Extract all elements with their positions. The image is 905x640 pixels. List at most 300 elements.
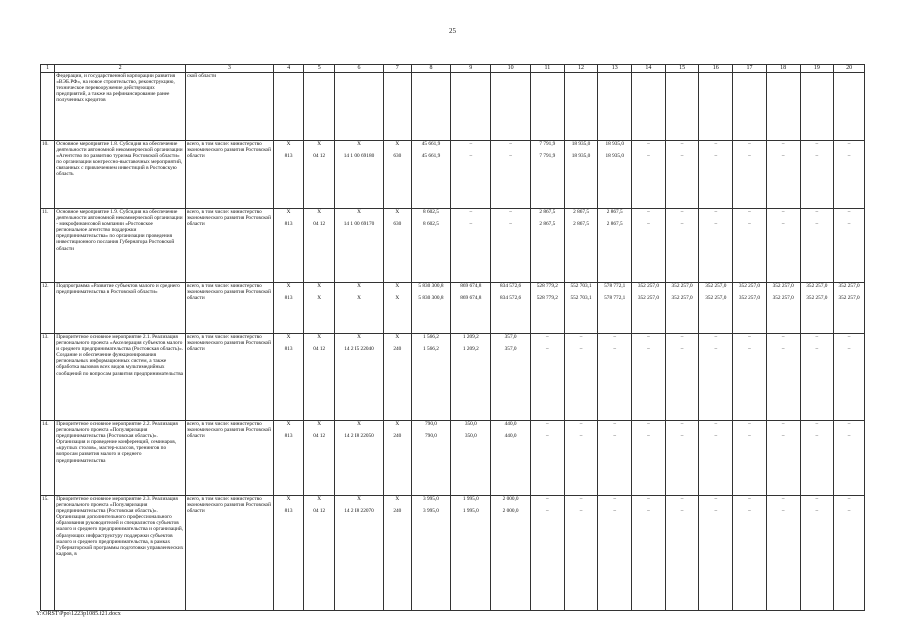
executor: всего, в том числе: министерство экономического развития Ростовской области xyxy=(185,283,273,334)
value-cell xyxy=(384,334,412,421)
executor-value: 552 703,1 xyxy=(570,295,592,302)
executor-value: 578 772,1 xyxy=(604,295,626,302)
value-cell xyxy=(665,421,699,496)
value-cell xyxy=(632,141,666,209)
total-value: – xyxy=(847,496,851,502)
value-cell xyxy=(273,421,304,496)
value-cell xyxy=(273,496,304,611)
executor-value: 528 779,2 xyxy=(536,295,558,302)
executor: всего, в том числе: министерство экономического развития Ростовской области xyxy=(185,141,273,209)
total-value: X xyxy=(286,334,291,340)
total-value: – xyxy=(680,421,684,427)
total-value: – xyxy=(748,209,751,215)
total-value: – xyxy=(647,496,650,502)
value-cell xyxy=(564,209,598,283)
total-value: X xyxy=(395,421,400,427)
total-value: 352 257,0 xyxy=(637,283,660,289)
executor-value: X xyxy=(395,295,400,302)
executor-value: 813 xyxy=(284,508,293,515)
row-number: 12. xyxy=(41,283,55,334)
value-cell xyxy=(411,496,451,611)
value-cell xyxy=(531,209,565,283)
executor-value: 352 257,0 xyxy=(738,295,761,302)
column-number: 16 xyxy=(699,65,733,73)
total-value: – xyxy=(469,209,473,215)
row-number: 10. xyxy=(41,141,55,209)
executor-value: 14 2 I5 22040 xyxy=(344,346,374,353)
value-cell xyxy=(598,421,632,496)
executor-value: – xyxy=(714,433,718,440)
value-cell xyxy=(665,141,699,209)
executor-value: – xyxy=(647,346,650,353)
row-number: 14. xyxy=(41,421,55,496)
value-cell xyxy=(733,283,767,334)
executor-value: 630 xyxy=(393,221,402,228)
executor-value: 2 867,5 xyxy=(606,221,623,228)
total-value: – xyxy=(815,209,819,215)
executor-value: – xyxy=(647,221,650,228)
total-value: – xyxy=(546,334,549,340)
value-cell xyxy=(834,73,865,141)
value-cell xyxy=(834,496,865,611)
total-value: – xyxy=(781,209,785,215)
total-value: 357,0 xyxy=(504,334,517,340)
total-value: – xyxy=(647,209,650,215)
executor-value: – xyxy=(647,508,650,515)
total-value: 18 935,0 xyxy=(605,141,624,147)
value-cell xyxy=(411,421,451,496)
value-cell xyxy=(531,421,565,496)
value-cell xyxy=(699,421,733,496)
value-cell xyxy=(384,496,412,611)
value-cell xyxy=(598,334,632,421)
executor: всего, в том числе: министерство экономического развития Ростовской области xyxy=(185,209,273,283)
value-cell xyxy=(273,73,304,141)
executor-value: 813 xyxy=(284,433,293,440)
total-value: – xyxy=(469,141,473,147)
table-row xyxy=(41,334,865,421)
value-cell xyxy=(632,209,666,283)
total-value: 1 566,2 xyxy=(423,334,439,340)
executor-value: 2 000,0 xyxy=(502,508,519,515)
executor-value: 14 2 I8 22070 xyxy=(344,508,374,515)
total-value: – xyxy=(714,209,718,215)
table-body xyxy=(41,65,865,611)
executor-value: – xyxy=(748,153,751,160)
total-value: 578 772,1 xyxy=(604,283,626,289)
total-value: 552 703,1 xyxy=(570,283,592,289)
value-cell xyxy=(491,421,531,496)
total-value: X xyxy=(286,283,291,289)
value-cell xyxy=(491,334,531,421)
total-value: X xyxy=(357,334,361,340)
executor-value: 04 12 xyxy=(313,153,326,160)
total-value: – xyxy=(680,496,684,502)
value-cell xyxy=(733,421,767,496)
value-cell xyxy=(384,141,412,209)
table-row xyxy=(41,73,865,141)
total-value: – xyxy=(509,141,512,147)
executor-value: – xyxy=(714,346,718,353)
total-value: – xyxy=(680,209,684,215)
executor-value: – xyxy=(815,346,819,353)
total-value: 2 867,5 xyxy=(606,209,623,215)
column-number: 7 xyxy=(384,65,412,73)
total-value: X xyxy=(395,283,400,289)
value-cell xyxy=(800,141,834,209)
value-cell xyxy=(632,496,666,611)
value-cell xyxy=(632,334,666,421)
value-cell xyxy=(273,209,304,283)
column-number: 4 xyxy=(273,65,304,73)
executor-value: – xyxy=(647,433,650,440)
executor-value: – xyxy=(680,153,684,160)
value-cell xyxy=(766,496,800,611)
total-value: – xyxy=(546,496,549,502)
total-value: – xyxy=(815,421,819,427)
value-cell xyxy=(304,73,335,141)
total-value: 3 995,0 xyxy=(423,496,439,502)
value-cell xyxy=(598,141,632,209)
total-value: 7 791,9 xyxy=(539,141,556,147)
executor-value: 813 xyxy=(284,153,293,160)
executor-value: 14 2 I8 22050 xyxy=(344,433,374,440)
table-row xyxy=(41,421,865,496)
total-value: – xyxy=(781,141,785,147)
value-cell xyxy=(598,209,632,283)
total-value: – xyxy=(748,334,751,340)
value-cell xyxy=(766,334,800,421)
total-value: – xyxy=(815,496,819,502)
executor-value: 18 935,0 xyxy=(571,153,591,160)
executor-value: – xyxy=(680,433,684,440)
executor-value: – xyxy=(748,221,751,228)
measure-name: Приоритетное основное мероприятие 2.2. Реализация регионального проекта «Популяризация предпринимательства (Ростовская область)». Организация и проведение конференций, семинаров, «круглых столов», мастер-классов, тренингов по вопросам развития малого и среднего предпринимательства xyxy=(55,421,186,496)
total-value: – xyxy=(680,141,684,147)
executor-value: – xyxy=(847,508,851,515)
value-cell xyxy=(564,283,598,334)
executor-value: 630 xyxy=(393,153,402,160)
value-cell xyxy=(451,496,491,611)
total-value: 528 779,2 xyxy=(536,283,558,289)
executor-value: 813 xyxy=(284,346,293,353)
value-cell xyxy=(699,334,733,421)
value-cell xyxy=(665,209,699,283)
total-value: 350,0 xyxy=(464,421,477,427)
executor-value: – xyxy=(815,433,819,440)
value-cell xyxy=(766,421,800,496)
value-cell xyxy=(699,283,733,334)
executor: всего, в том числе: министерство экономического развития Ростовской области xyxy=(185,421,273,496)
column-number: 15 xyxy=(665,65,699,73)
total-value: 352 257,0 xyxy=(806,283,828,289)
value-cell xyxy=(335,496,384,611)
table-row xyxy=(41,496,865,611)
executor-value: 352 257,0 xyxy=(637,295,660,302)
value-cell xyxy=(451,421,491,496)
executor-value: 352 257,0 xyxy=(838,295,860,302)
executor-value: 18 935,0 xyxy=(605,153,624,160)
value-cell xyxy=(665,496,699,611)
executor-value: 813 xyxy=(284,221,293,228)
table-row xyxy=(41,141,865,209)
executor-value: 3 995,0 xyxy=(423,508,439,515)
total-value: 1 209,2 xyxy=(462,334,479,340)
value-cell xyxy=(766,73,800,141)
executor-value: – xyxy=(781,346,785,353)
value-cell xyxy=(411,283,451,334)
row-number: 11. xyxy=(41,209,55,283)
value-cell xyxy=(733,141,767,209)
column-number: 18 xyxy=(766,65,800,73)
column-number: 9 xyxy=(451,65,491,73)
executor-value: – xyxy=(714,508,718,515)
executor-value: – xyxy=(509,153,512,160)
executor-value: – xyxy=(781,508,785,515)
value-cell xyxy=(451,73,491,141)
value-cell xyxy=(632,73,666,141)
executor-value: – xyxy=(613,346,617,353)
total-value: – xyxy=(613,334,617,340)
total-value: – xyxy=(647,334,650,340)
executor: всего, в том числе: министерство экономического развития Ростовской области xyxy=(185,496,273,611)
row-number xyxy=(41,73,55,141)
value-cell xyxy=(451,209,491,283)
total-value: 1 995,0 xyxy=(462,496,479,502)
column-number: 13 xyxy=(598,65,632,73)
executor-value: – xyxy=(680,221,684,228)
executor-value: 7 791,9 xyxy=(539,153,556,160)
value-cell xyxy=(564,421,598,496)
value-cell xyxy=(491,496,531,611)
total-value: 352 257,0 xyxy=(838,283,860,289)
executor-value: – xyxy=(815,153,819,160)
total-value: – xyxy=(748,496,751,502)
value-cell xyxy=(665,334,699,421)
value-cell xyxy=(632,283,666,334)
total-value: X xyxy=(357,496,361,502)
executor-value: – xyxy=(613,433,617,440)
value-cell xyxy=(564,334,598,421)
executor-value: – xyxy=(748,508,751,515)
executor-value: 14 1 00 69170 xyxy=(343,221,375,228)
executor-value: 440,0 xyxy=(504,433,517,440)
value-cell xyxy=(451,141,491,209)
total-value: – xyxy=(546,421,549,427)
executor-value: – xyxy=(469,153,473,160)
total-value: 45 661,9 xyxy=(421,141,441,147)
total-value: – xyxy=(847,421,851,427)
total-value: X xyxy=(286,141,291,147)
total-value: – xyxy=(748,421,751,427)
total-value: – xyxy=(579,334,583,340)
executor-value: – xyxy=(847,346,851,353)
executor-value: – xyxy=(680,346,684,353)
column-number: 6 xyxy=(335,65,384,73)
column-number: 17 xyxy=(733,65,767,73)
executor-value: – xyxy=(815,508,819,515)
total-value: X xyxy=(286,209,291,215)
total-value: 352 257,0 xyxy=(738,283,761,289)
executor-value: 5 830 300,8 xyxy=(418,295,444,302)
value-cell xyxy=(335,334,384,421)
total-value: X xyxy=(357,141,361,147)
executor-value: 14 1 00 69180 xyxy=(343,153,375,160)
value-cell xyxy=(665,73,699,141)
value-cell xyxy=(834,421,865,496)
total-value: – xyxy=(847,209,851,215)
total-value: – xyxy=(781,496,785,502)
total-value: X xyxy=(317,496,322,502)
column-number: 12 xyxy=(564,65,598,73)
executor-value: 2 867,5 xyxy=(539,221,556,228)
value-cell xyxy=(304,496,335,611)
value-cell xyxy=(531,141,565,209)
value-cell xyxy=(411,73,451,141)
value-cell xyxy=(335,141,384,209)
executor-value: 357,0 xyxy=(504,346,517,353)
total-value: – xyxy=(714,496,718,502)
total-value: X xyxy=(357,209,361,215)
total-value: – xyxy=(815,334,819,340)
total-value: 8 602,5 xyxy=(423,209,439,215)
value-cell xyxy=(304,283,335,334)
value-cell xyxy=(834,283,865,334)
value-cell xyxy=(564,73,598,141)
table-row xyxy=(41,209,865,283)
total-value: – xyxy=(815,141,819,147)
value-cell xyxy=(699,209,733,283)
total-value: 834 572,6 xyxy=(500,283,522,289)
executor: ской области xyxy=(185,73,273,141)
executor-value: 813 xyxy=(284,295,293,302)
executor-value: 04 12 xyxy=(313,433,326,440)
value-cell xyxy=(733,334,767,421)
executor-value: 8 602,5 xyxy=(423,221,439,228)
value-cell xyxy=(531,283,565,334)
value-cell xyxy=(273,141,304,209)
executor-value: 04 12 xyxy=(313,221,326,228)
value-cell xyxy=(491,209,531,283)
value-cell xyxy=(304,141,335,209)
value-cell xyxy=(598,73,632,141)
total-value: – xyxy=(613,496,617,502)
executor-value: 834 572,6 xyxy=(500,295,522,302)
value-cell xyxy=(273,283,304,334)
value-cell xyxy=(598,283,632,334)
value-cell xyxy=(699,141,733,209)
total-value: 2 000,0 xyxy=(502,496,519,502)
column-number: 11 xyxy=(531,65,565,73)
value-cell xyxy=(733,496,767,611)
value-cell xyxy=(800,73,834,141)
value-cell xyxy=(766,141,800,209)
executor-value: – xyxy=(647,153,650,160)
total-value: – xyxy=(680,334,684,340)
total-value: 440,0 xyxy=(504,421,517,427)
executor-value: 352 257,0 xyxy=(772,295,794,302)
total-value: 352 257,0 xyxy=(772,283,794,289)
executor-value: 1 995,0 xyxy=(462,508,479,515)
value-cell xyxy=(384,73,412,141)
executor-value: 240 xyxy=(393,346,402,353)
executor-value: – xyxy=(546,346,549,353)
value-cell xyxy=(304,421,335,496)
total-value: 352 257,0 xyxy=(705,283,727,289)
value-cell xyxy=(834,141,865,209)
value-cell xyxy=(491,283,531,334)
column-number: 8 xyxy=(411,65,451,73)
executor-value: 04 12 xyxy=(313,346,326,353)
executor-value: – xyxy=(748,433,751,440)
total-value: – xyxy=(579,421,583,427)
column-number: 5 xyxy=(304,65,335,73)
measure-name: Приоритетное основное мероприятие 2.3. Реализация регионального проекта «Популяризация предпринимательства (Ростовская область)». Организация дополнительного профессионального образования руководителей и специалистов субъектов малого и среднего предпринимательства и организаций, образующих инфраструктуру поддержки субъектов малого и среднего предпринимательства, в рамках Губернаторской программы подготовки управленческих кадров, в xyxy=(55,496,186,611)
executor-value: – xyxy=(714,153,718,160)
column-number: 10 xyxy=(491,65,531,73)
value-cell xyxy=(491,141,531,209)
value-cell xyxy=(733,73,767,141)
measure-name: Федерации, и государственной корпорации развития «ВЭБ.РФ», на новое строительство, реконструкцию, техническое перевооружение действующих предприятий, а также на рефинансирование ранее полученных кредитов xyxy=(55,73,186,141)
total-value: X xyxy=(317,334,322,340)
value-cell xyxy=(273,334,304,421)
executor-value: – xyxy=(546,433,549,440)
column-number: 3 xyxy=(185,65,273,73)
executor-value: – xyxy=(680,508,684,515)
value-cell xyxy=(451,283,491,334)
value-cell xyxy=(531,496,565,611)
value-cell xyxy=(335,421,384,496)
budget-table xyxy=(40,64,865,611)
executor-value: 240 xyxy=(393,508,402,515)
total-value: – xyxy=(781,334,785,340)
executor-value: – xyxy=(469,221,473,228)
executor-value: 350,0 xyxy=(464,433,477,440)
value-cell xyxy=(384,209,412,283)
total-value: X xyxy=(317,283,322,289)
value-cell xyxy=(335,209,384,283)
value-cell xyxy=(699,73,733,141)
value-cell xyxy=(598,496,632,611)
total-value: – xyxy=(714,334,718,340)
total-value: – xyxy=(714,141,718,147)
value-cell xyxy=(800,496,834,611)
total-value: – xyxy=(579,496,583,502)
executor-value: – xyxy=(815,221,819,228)
value-cell xyxy=(564,496,598,611)
executor-value: – xyxy=(748,346,751,353)
value-cell xyxy=(564,141,598,209)
value-cell xyxy=(411,209,451,283)
executor-value: 790,0 xyxy=(425,433,437,440)
value-cell xyxy=(800,283,834,334)
value-cell xyxy=(800,421,834,496)
value-cell xyxy=(800,209,834,283)
executor-value: – xyxy=(613,508,617,515)
total-value: 352 257,0 xyxy=(671,283,693,289)
total-value: X xyxy=(286,496,291,502)
file-path-footer: Y:\ORST\Ppo\1223p1085.f21.docx xyxy=(36,611,121,617)
executor-value: 04 12 xyxy=(313,508,326,515)
column-number: 1 xyxy=(41,65,55,73)
total-value: 2 867,5 xyxy=(539,209,556,215)
executor-value: 45 661,9 xyxy=(421,153,441,160)
measure-name: Основное мероприятие 1.8. Субсидия на обеспечение деятельности автономной некоммерческой организации «Агентство по развитию туризма Ростовской области» по организации конгрессно-выставочных мероприятий, связанных с привлечением инвестиций в Ростовскую область xyxy=(55,141,186,209)
executor-value: 240 xyxy=(393,433,402,440)
measure-name: Приоритетное основное мероприятие 2.1. Реализация регионального проекта «Акселерация субъектов малого и среднего предпринимательства (Ростовская область)». Создание и обеспечение функционирования региональных информационных систем, а также обработка вызовов всех видов мультимедийных сообщений по вопросам развития предпринимательства xyxy=(55,334,186,421)
total-value: X xyxy=(286,421,291,427)
value-cell xyxy=(411,141,451,209)
